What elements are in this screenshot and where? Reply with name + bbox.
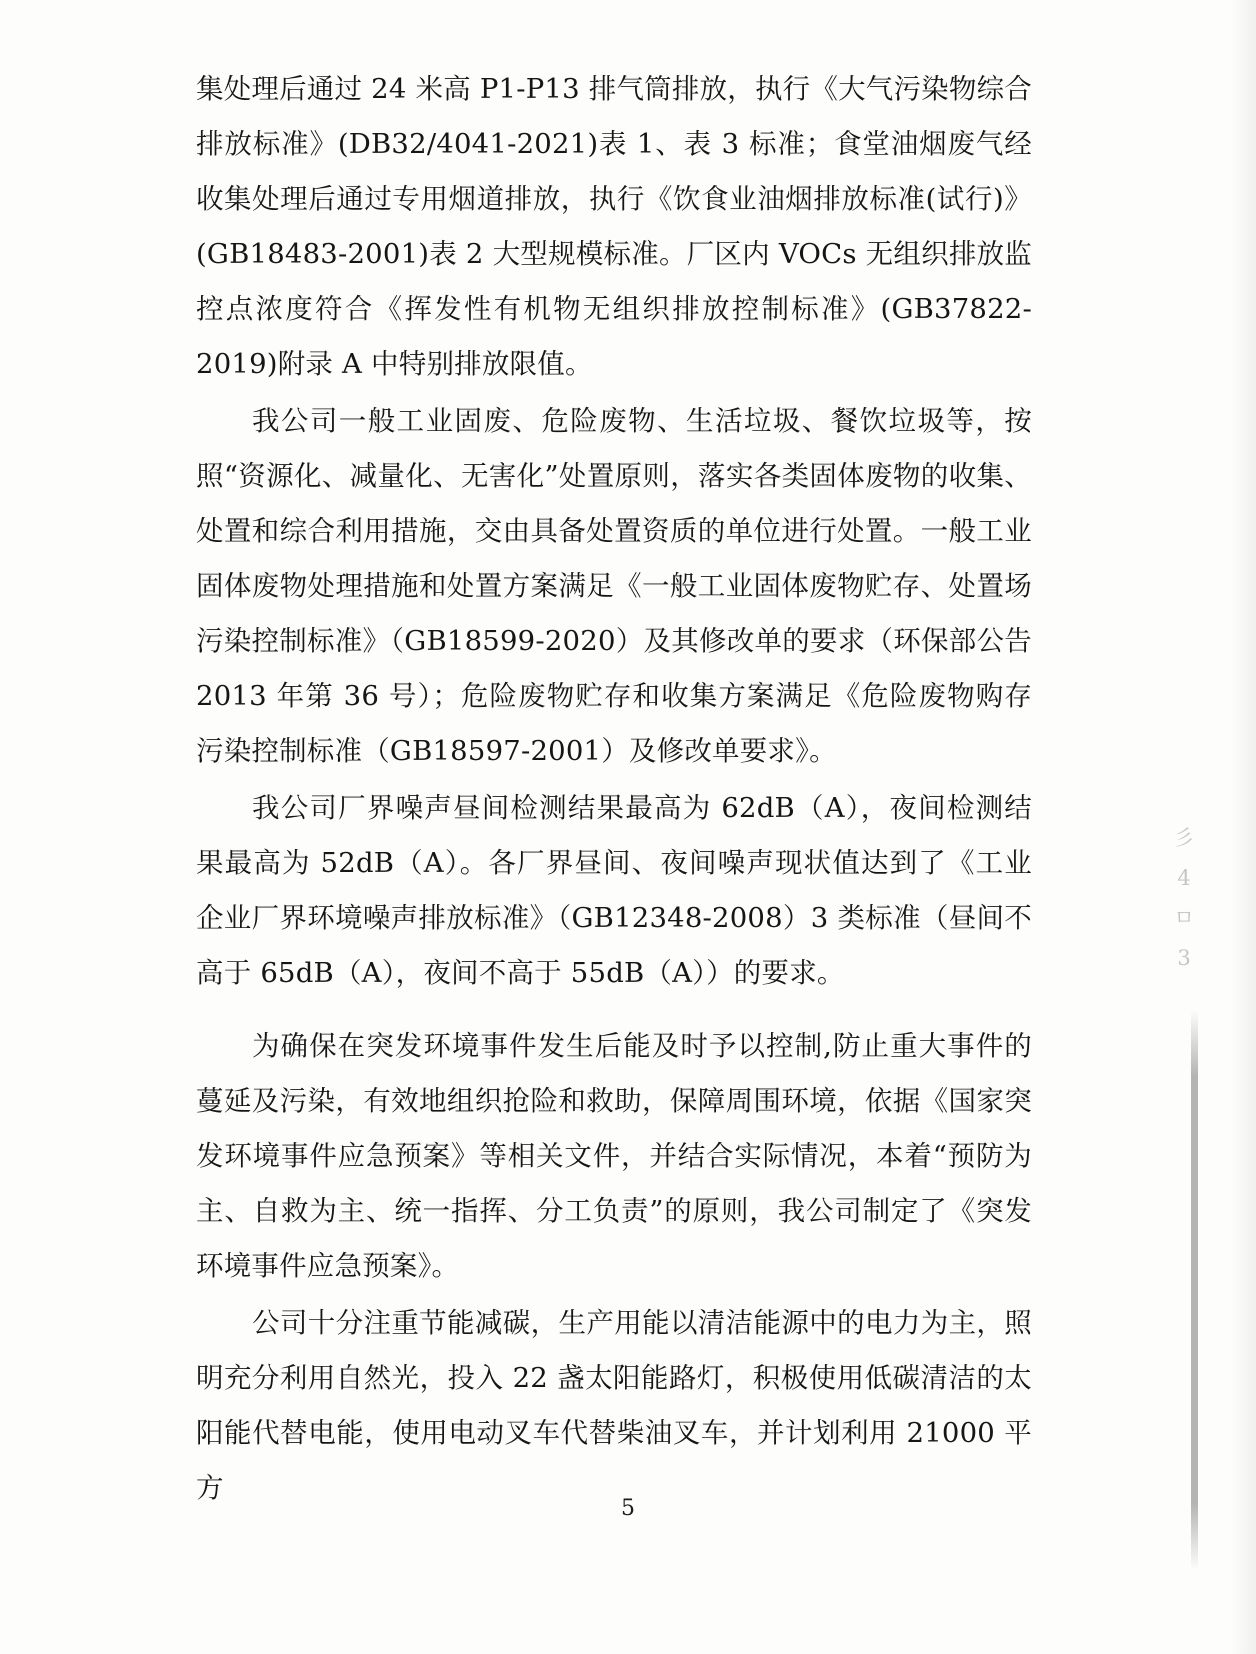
margin-mark-2: 4 (1177, 866, 1191, 890)
scan-edge-shadow (1230, 0, 1256, 1654)
paragraph-1: 集处理后通过 24 米高 P1-P13 排气筒排放，执行《大气污染物综合排放标准》(DB32/4041-2021)表 1、表 3 标准；食堂油烟废气经收集处理后通过专用烟道排放，执行《饮食业油烟排放标准(试行)》(GB18483-2001)表 2 大型规模标准。厂区内 VOCs 无组织排放监控点浓度符合《挥发性有机物无组织排放控制标准》(GB37822-2019)附录 A 中特别排放限值。 (196, 73, 1032, 380)
page-text-body (196, 62, 1032, 1518)
scan-binding-shadow (1191, 1010, 1198, 1570)
paragraph-5: 公司十分注重节能减碳，生产用能以清洁能源中的电力为主，照明充分利用自然光，投入 22 盏太阳能路灯，积极使用低碳清洁的太阳能代替电能，使用电动叉车代替柴油叉车，并计划利用 21000 平方 (196, 1307, 1032, 1504)
margin-mark-3: ㅁ (1173, 906, 1195, 930)
paragraph-4: 为确保在突发环境事件发生后能及时予以控制,防止重大事件的蔓延及污染，有效地组织抢险和救助，保障周围环境，依据《国家突发环境事件应急预案》等相关文件，并结合实际情况，本着“预防为主、自救为主、统一指挥、分工负责”的原则，我公司制定了《突发环境事件应急预案》。 (196, 1030, 1032, 1282)
paragraph-3: 我公司厂界噪声昼间检测结果最高为 62dB（A），夜间检测结果最高为 52dB（A）。各厂界昼间、夜间噪声现状值达到了《工业企业厂界环境噪声排放标准》（GB12348-2008）3 类标准（昼间不高于 65dB（A），夜间不高于 55dB（A））的要求。 (196, 792, 1032, 989)
margin-mark-1: 彡 (1173, 826, 1195, 850)
margin-annotation (1164, 818, 1204, 1018)
paragraph-2: 我公司一般工业固废、危险废物、生活垃圾、餐饮垃圾等，按照“资源化、减量化、无害化”处置原则，落实各类固体废物的收集、处置和综合利用措施，交由具备处置资质的单位进行处置。一般工业固体废物处理措施和处置方案满足《一般工业固体废物贮存、处置场污染控制标准》（GB18599-2020）及其修改单的要求（环保部公告 2013 年第 36 号）；危险废物贮存和收集方案满足《危险废物购存污染控制标准（GB18597-2001）及修改单要求》。 (196, 405, 1032, 767)
page-number: 5 (621, 1496, 635, 1521)
margin-mark-4: 3 (1177, 946, 1191, 970)
